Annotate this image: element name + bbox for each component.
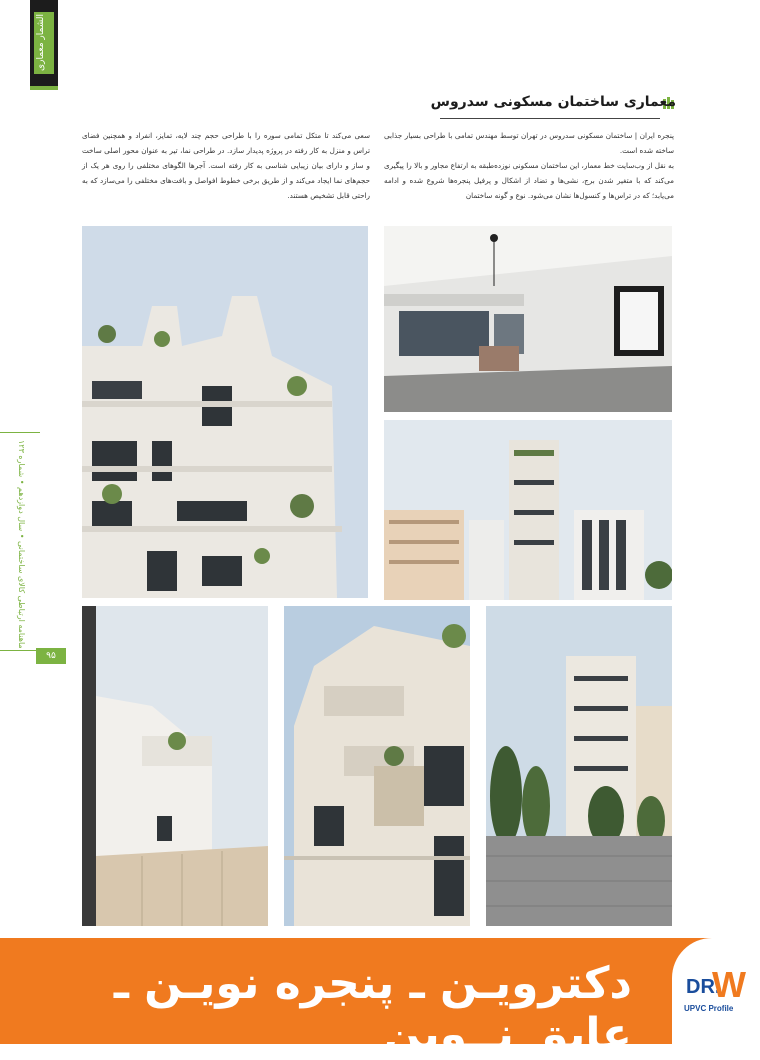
section-tab	[30, 0, 58, 90]
footer-banner	[0, 938, 760, 1060]
paragraph: به نقل از وب‌سایت خط معمار، این ساختمان مسکونی نوزده‌طبقه به ارتفاع مجاور و بالا را پیگیری می‌کند که با متغیر شدن برج، نشی‌ها و تضاد از اشکال و پرفیل پنجره‌ها شروع شده و ادامه می‌یابد؛ که در تراس‌ها و کنسول‌ها نشان می‌شود. نوع و گونه ساختمان	[384, 161, 674, 200]
section-tab-label: الشمار معماری	[36, 14, 46, 71]
paragraph: سعی می‌کند تا متکل تمامی سوره را با طراحی حجم چند لایه، تمایز، انفراد و همچنین فضای تراس و منزل به کار رفته در پروژه پدیدار سازد. در طراحی نما، تیر به عنوان محور اصلی ساخت و ساز و دارای بیان زیبایی شناسی به کار رفته است. آجرها الگوهای مختلفی را روی هر یک از حجم‌های نما ایجاد می‌کند و از طریق برخی خطوط افواصل و بافت‌های مختلفی را می‌سازد که به راحتی قابل تشخیص هستند.	[82, 131, 370, 200]
photo-street-view	[384, 420, 672, 600]
paragraph: پنجره ایران | ساختمان مسکونی سدروس در تهران توسط مهندس تمامی با طراحی بسیار جذابی ساخته شده است.	[384, 131, 674, 155]
logo-dr-text: DR.	[686, 976, 721, 998]
brand-logo	[672, 938, 760, 1044]
photo-facade-detail	[284, 606, 470, 926]
footer-slogan: دکترویـن ـ پنجره نویـن ـ عایق نــوین	[113, 958, 632, 1060]
page-number: ۹۵	[36, 648, 66, 664]
margin-publication-text: ماهنامه ارتباطی کالای ساختمانی • سال دوازدهم • شماره ۱۲۳	[17, 440, 26, 649]
text-column-left	[82, 128, 370, 203]
margin-divider	[0, 432, 40, 433]
photo-balcony-low-angle	[82, 606, 268, 926]
margin-divider-lower	[0, 650, 40, 651]
logo-w-text: W	[712, 964, 746, 1005]
photo-interior	[384, 226, 672, 412]
photo-tower-trees	[486, 606, 672, 926]
text-column-right	[384, 128, 674, 203]
title-underline	[440, 118, 660, 119]
article-title: معماری ساختمان مسکونی سدروس	[430, 94, 676, 110]
logo-subtitle: UPVC Profile	[684, 1004, 734, 1013]
photo-facade-main	[82, 226, 368, 598]
